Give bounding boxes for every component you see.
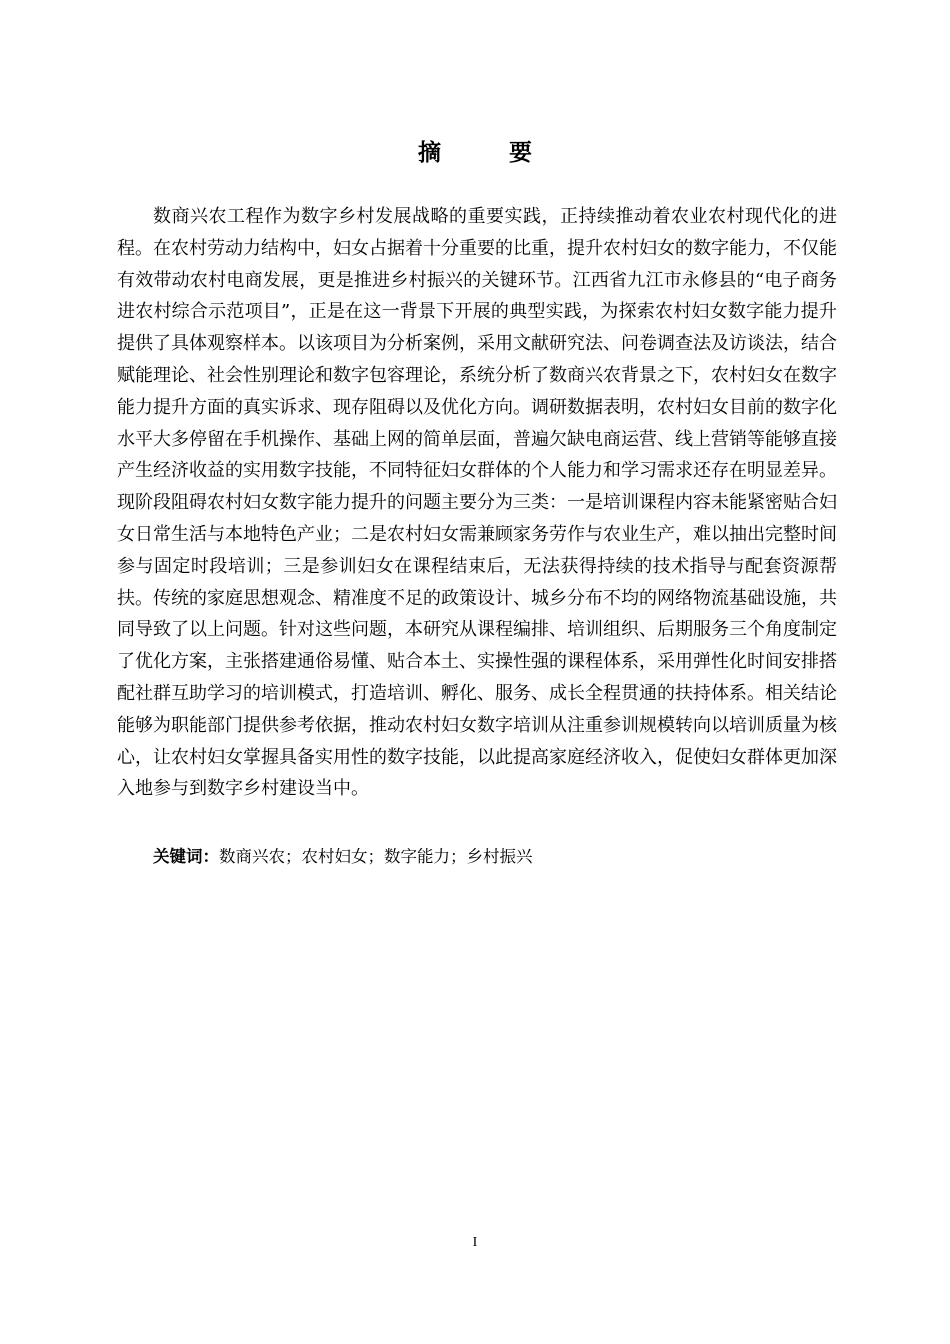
keywords-list: 数商兴农；农村妇女；数字能力；乡村振兴 — [219, 847, 533, 866]
abstract-title: 摘 要 — [417, 140, 562, 166]
page-number: I — [472, 1235, 478, 1250]
keywords-label: 关键词： — [153, 847, 219, 866]
abstract-body: 数商兴农工程作为数字乡村发展战略的重要实践，正持续推动着农业农村现代化的进程。在农村劳动力结构中，妇女占据着十分重要的比重，提升农村妇女的数字能力，不仅能有效带动农村电商发展，更是推进乡村振兴的关键环节。江西省九江市永修县的“电子商务进农村综合示范项目”，正是在这一背景下开展的典型实践，为探索农村妇女数字能力提升提供了具体观察样本。以该项目为分析案例，采用文献研究法、问卷调查法及访谈法，结合赋能理论、社会性别理论和数字包容理论，系统分析了数商兴农背景之下，农村妇女在数字能力提升方面的真实诉求、现存阻碍以及优化方向。调研数据表明，农村妇女目前的数字化水平大多停留在手机操作、基础上网的简单层面，普遍欠缺电商运营、线上营销等能够直接产生经济收益的实用数字技能，不同特征妇女群体的个人能力和学习需求还存在明显差异。现阶段阻碍农村妇女数字能力提升的问题主要分为三类：一是培训课程内容未能紧密贴合妇女日常生活与本地特色产业；二是农村妇女需兼顾家务劳作与农业生产，难以抽出完整时间参与固定时段培训；三是参训妇女在课程结束后，无法获得持续的技术指导与配套资源帮扶。传统的家庭思想观念、精准度不足的政策设计、城乡分布不均的网络物流基础设施，共同导致了以上问题。针对这些问题，本研究从课程编排、培训组织、后期服务三个角度制定了优化方案，主张搭建通俗易懂、贴合本土、实操性强的课程体系，采用弹性化时间安排搭配社群互助学习的培训模式，打造培训、孵化、服务、成长全程贯通的扶持体系。相关结论能够为职能部门提供参考依据，推动农村妇女数字培训从注重参训规模转向以培训质量为核心，让农村妇女掌握具备实用性的数字技能，以此提高家庭经济收入，促使妇女群体更加深入地参与到数字乡村建设当中。 — [117, 206, 837, 800]
keywords-line — [153, 844, 843, 870]
